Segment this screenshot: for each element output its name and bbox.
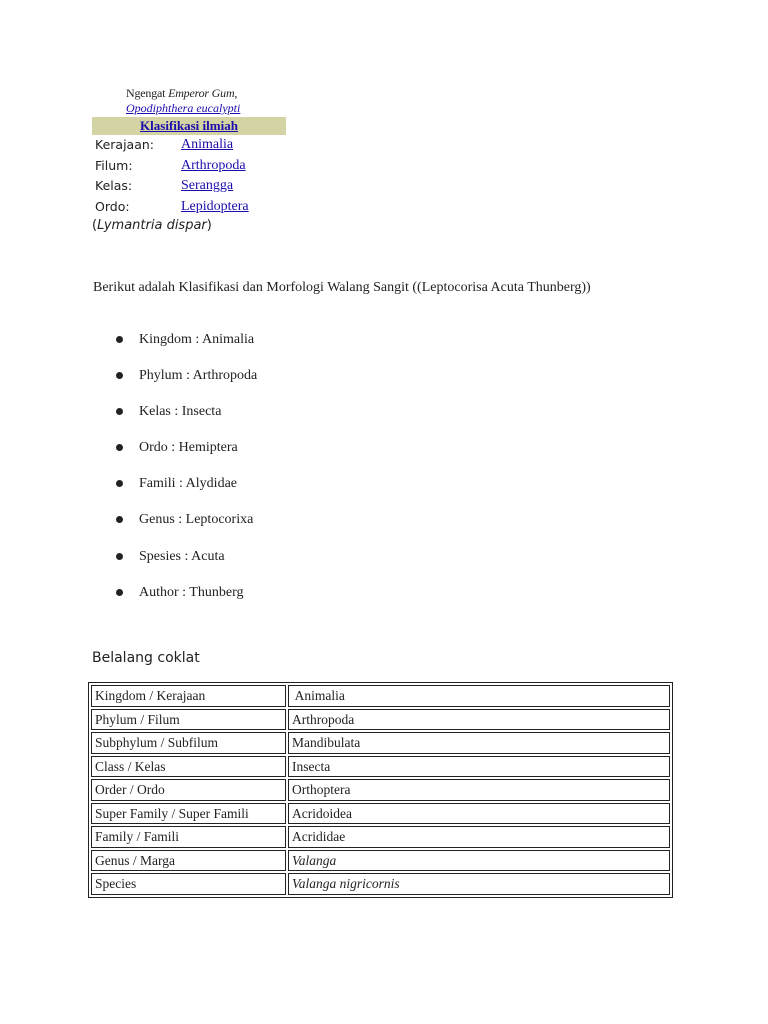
- taxobox-header-link[interactable]: Klasifikasi ilmiah: [140, 118, 238, 133]
- list-item-text: Genus : Leptocorixa: [139, 512, 254, 528]
- list-item: [115, 474, 257, 510]
- bullet-icon: [116, 480, 123, 487]
- table-row: [91, 685, 670, 707]
- list-item: [115, 330, 257, 366]
- list-item-text: Phylum : Arthropoda: [139, 368, 258, 384]
- value-cell: Mandibulata: [288, 732, 670, 754]
- rank-cell: Genus / Marga: [91, 850, 286, 872]
- taxobox-value-link[interactable]: Lepidoptera: [181, 198, 249, 214]
- paren-close: ): [206, 218, 212, 233]
- value-cell: Acridoidea: [288, 803, 670, 825]
- rank-cell: Class / Kelas: [91, 756, 286, 778]
- image-caption: [126, 86, 326, 116]
- list-item: [115, 547, 257, 583]
- table-row: [91, 756, 670, 778]
- species-note: [92, 218, 212, 233]
- bullet-icon: [116, 553, 123, 560]
- table-row: [91, 803, 670, 825]
- table-row: [91, 826, 670, 848]
- value-cell: Acrididae: [288, 826, 670, 848]
- rank-cell: Super Family / Super Famili: [91, 803, 286, 825]
- taxobox-value-link[interactable]: Serangga: [181, 178, 234, 193]
- taxobox: [92, 117, 286, 217]
- paren-open: (: [92, 218, 98, 233]
- bullet-icon: [116, 408, 123, 415]
- bullet-icon: [116, 589, 123, 596]
- rank-cell: Subphylum / Subfilum: [91, 732, 286, 754]
- list-item-text: Ordo : Hemiptera: [139, 440, 238, 456]
- list-item: [115, 510, 257, 546]
- caption-species-link[interactable]: Opodiphthera eucalypti: [126, 101, 241, 115]
- caption-line-1: [126, 86, 326, 101]
- bullet-icon: [116, 516, 123, 523]
- value-cell: Insecta: [288, 756, 670, 778]
- table-row: [91, 779, 670, 801]
- value-cell: Arthropoda: [288, 709, 670, 731]
- taxobox-row: [92, 197, 286, 218]
- list-item: [115, 402, 257, 438]
- value-cell: Valanga: [288, 850, 670, 872]
- table-row: [91, 732, 670, 754]
- taxobox-value-link[interactable]: Animalia: [181, 137, 234, 152]
- taxobox-label: Filum:: [95, 157, 133, 173]
- list-item-text: Famili : Alydidae: [139, 476, 237, 492]
- taxobox-row: [92, 156, 286, 177]
- rank-cell: Species: [91, 873, 286, 895]
- bullet-icon: [116, 336, 123, 343]
- list-item-text: Author : Thunberg: [139, 584, 244, 600]
- species-name: Lymantria dispar: [97, 218, 207, 233]
- list-item-text: Kingdom : Animalia: [139, 332, 255, 347]
- classification-table: [88, 682, 673, 898]
- taxobox-row: [92, 176, 286, 197]
- list-item-text: Kelas : Insecta: [139, 404, 222, 420]
- rank-cell: Order / Ordo: [91, 779, 286, 801]
- taxobox-label: Kelas:: [95, 178, 133, 193]
- caption-common-name: Emperor Gum,: [168, 86, 238, 100]
- caption-prefix: Ngengat: [126, 86, 169, 100]
- bullet-icon: [116, 372, 123, 379]
- list-item: [115, 583, 257, 619]
- list-item-text: Spesies : Acuta: [139, 548, 225, 564]
- value-cell: Valanga nigricornis: [288, 873, 670, 895]
- taxobox-header: [92, 117, 286, 135]
- classification-list: [115, 330, 257, 619]
- taxobox-value-link[interactable]: Arthropoda: [181, 157, 246, 173]
- value-cell: Animalia: [288, 685, 670, 707]
- table-row: [91, 873, 670, 895]
- section-title: Belalang coklat: [92, 650, 200, 666]
- value-cell: Orthoptera: [288, 779, 670, 801]
- taxobox-label: Ordo:: [95, 198, 130, 214]
- bullet-icon: [116, 444, 123, 451]
- taxobox-row: [92, 135, 286, 156]
- taxobox-label: Kerajaan:: [95, 137, 154, 152]
- intro-paragraph: Berikut adalah Klasifikasi dan Morfologi Walang Sangit ((Leptocorisa Acuta Thunberg)): [93, 280, 591, 295]
- rank-cell: Family / Famili: [91, 826, 286, 848]
- rank-cell: Phylum / Filum: [91, 709, 286, 731]
- table-row: [91, 709, 670, 731]
- list-item: [115, 438, 257, 474]
- rank-cell: Kingdom / Kerajaan: [91, 685, 286, 707]
- table-row: [91, 850, 670, 872]
- list-item: [115, 366, 257, 402]
